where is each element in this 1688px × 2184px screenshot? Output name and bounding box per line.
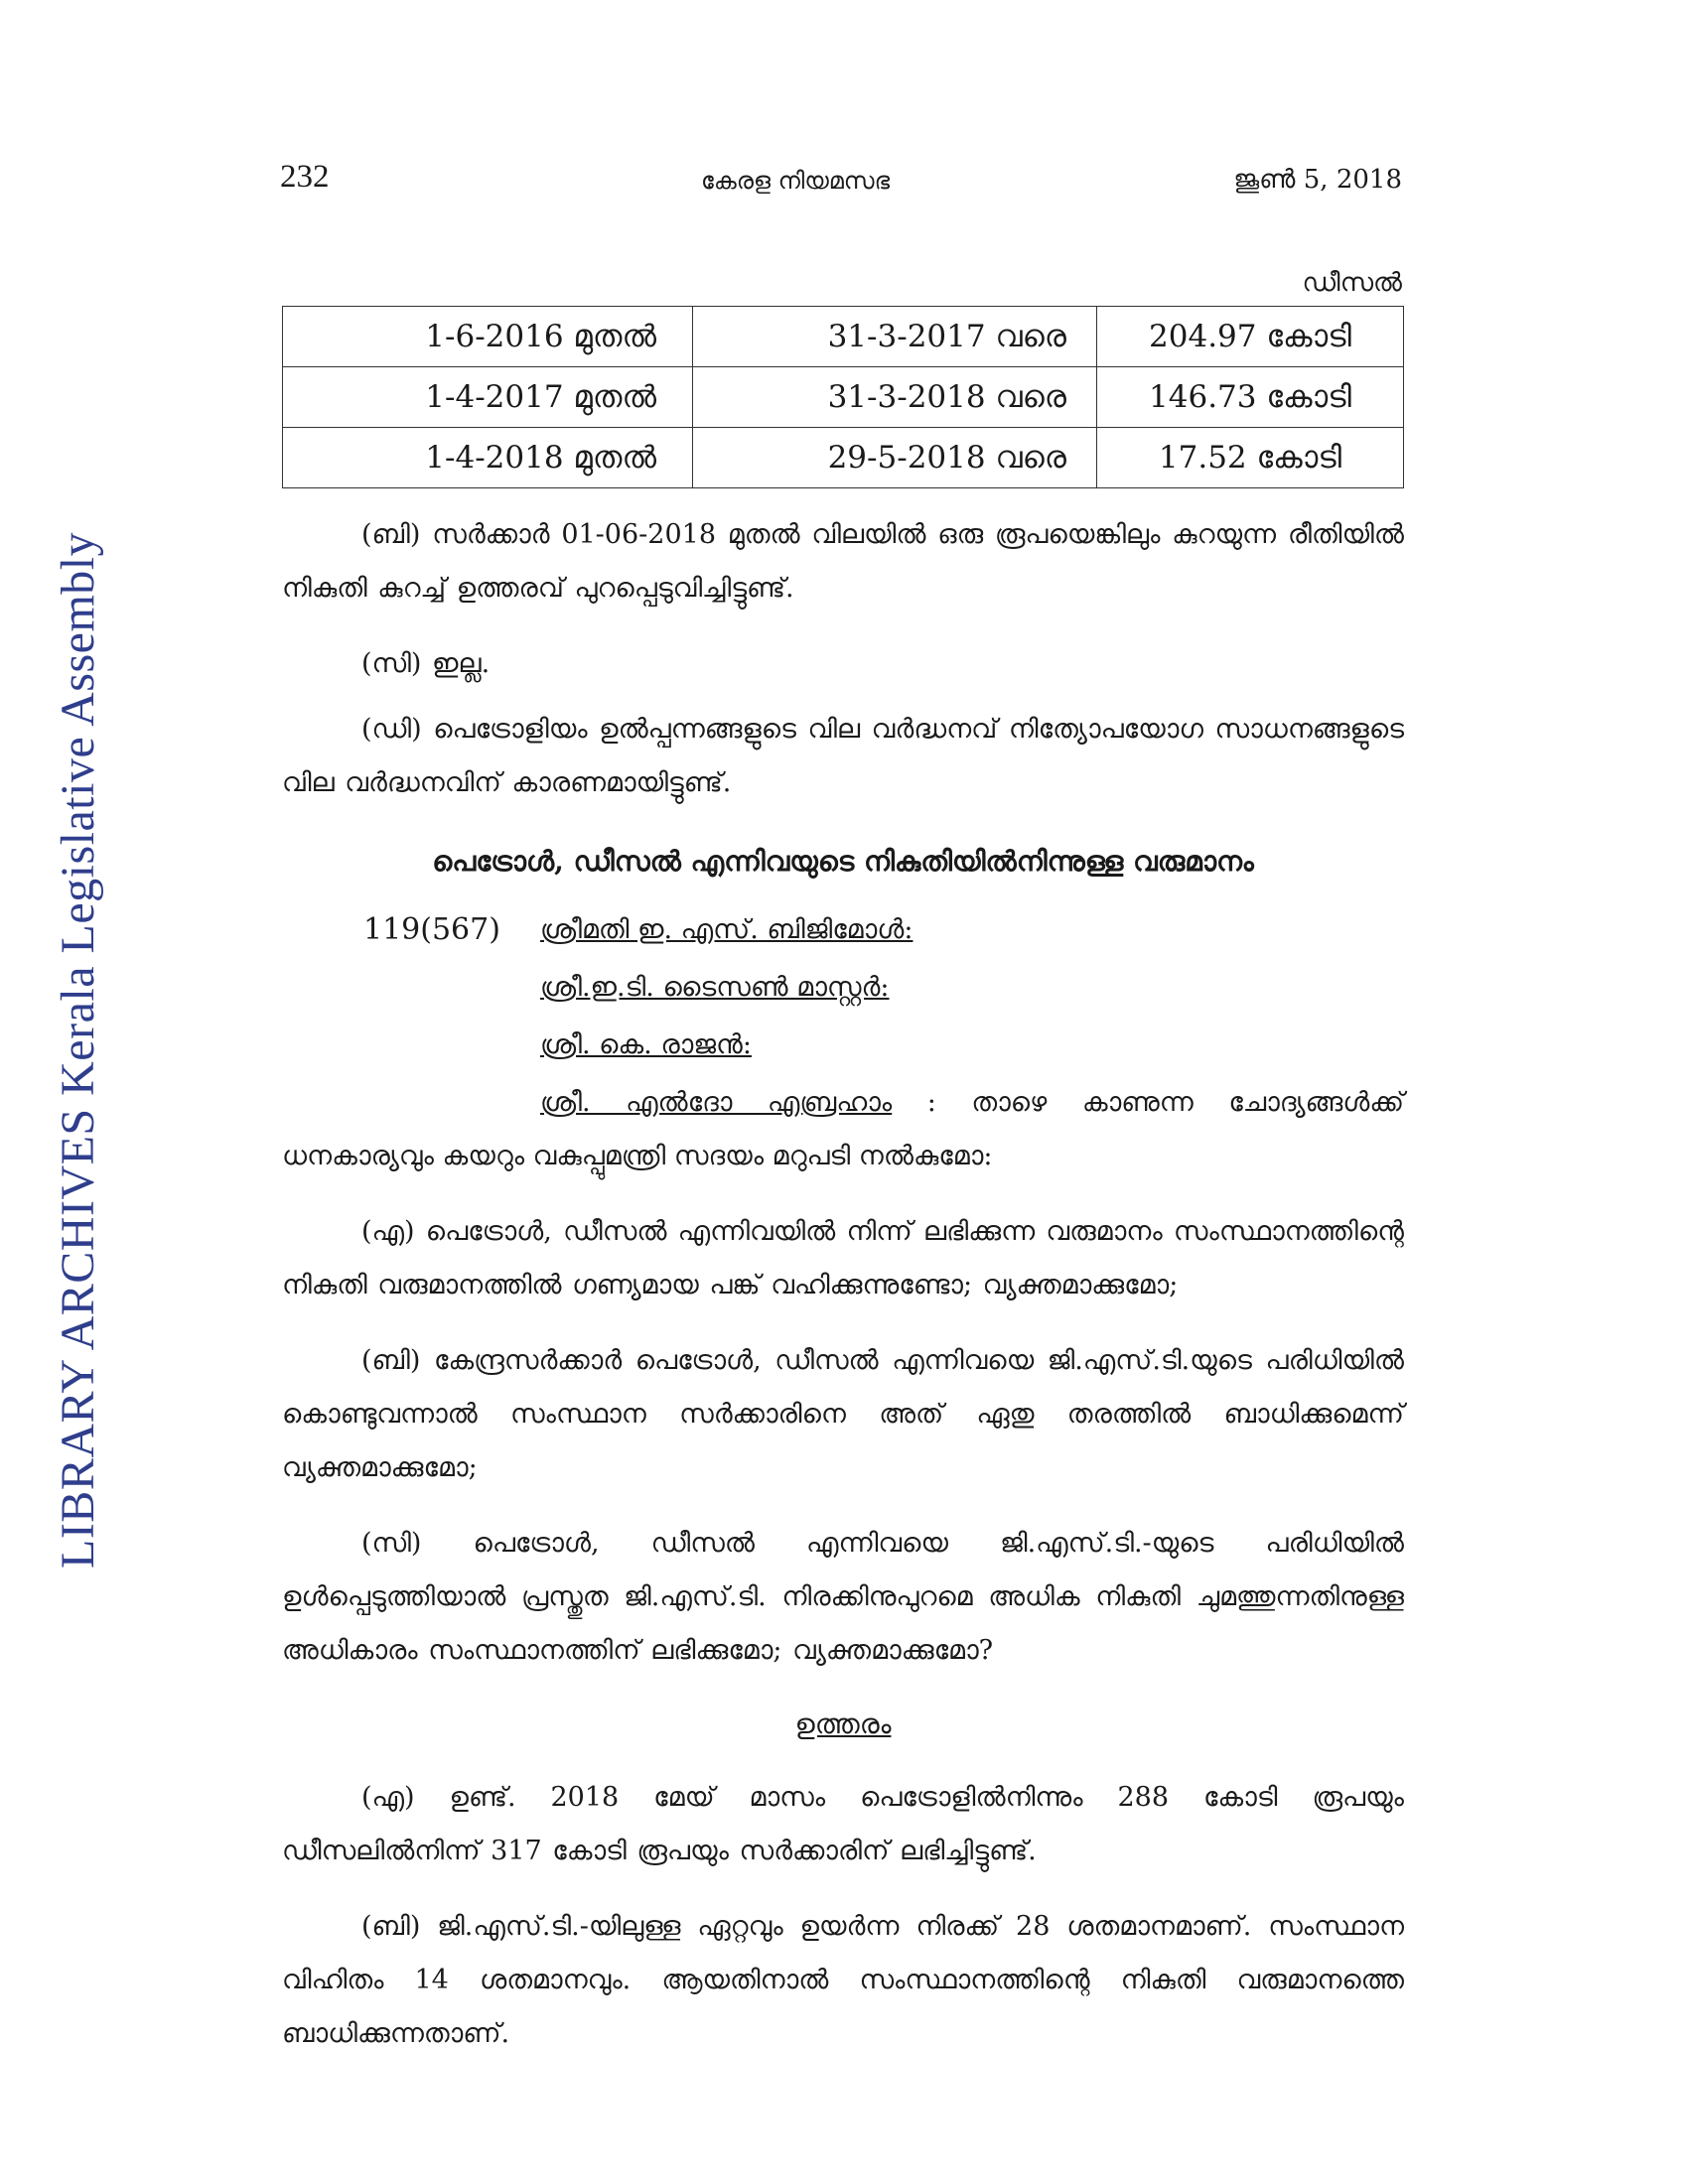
member-request-line bbox=[540, 1074, 1404, 1132]
question-members-block bbox=[282, 901, 1404, 1130]
table-row bbox=[283, 428, 1404, 488]
period-from-cell: 1-4-2017 മുതൽ bbox=[283, 367, 693, 428]
answer-part-b: (ബി) ജി.എസ്.ടി.-യിലുള്ള ഏറ്റവും ഉയർന്ന നിരക്ക് 28 ശതമാനമാണ്. സംസ്ഥാന വിഹിതം 14 ശതമാനവും. ആയതിനാൽ സംസ്ഥാനത്തിന്റെ നികുതി വരുമാനത്തെ ബാധിക്കുന്നതാണ്. bbox=[282, 1911, 1404, 2049]
archive-watermark: LIBRARY ARCHIVES Kerala Legislative Assembly bbox=[52, 531, 104, 1569]
amount-cell: 17.52 കോടി bbox=[1097, 428, 1404, 488]
amount-cell: 146.73 കോടി bbox=[1097, 367, 1404, 428]
table-row bbox=[283, 307, 1404, 367]
question-part-c: (സി) പെട്രോൾ, ഡീസൽ എന്നിവയെ ജി.എസ്.ടി.-യുടെ പരിധിയിൽ ഉൾപ്പെടുത്തിയാൽ പ്രസ്തുത ജി.എസ്.ടി. നിരക്കിനുപുറമെ അധിക നികുതി ചുമത്തുന്നതിനുള്ള അധികാരം സംസ്ഥാനത്തിന് ലഭിക്കുമോ; വ്യക്തമാക്കുമോ? bbox=[282, 1528, 1404, 1666]
question-part-b: (ബി) കേന്ദ്രസർക്കാർ പെട്രോൾ, ഡീസൽ എന്നിവയെ ജി.എസ്.ടി.യുടെ പരിധിയിൽ കൊണ്ടുവന്നാൽ സംസ്ഥാന സർക്കാരിനെ അത് ഏതു തരത്തിൽ ബാധിക്കുമെന്ന് വ്യക്തമാക്കുമോ; bbox=[282, 1345, 1404, 1483]
period-from-cell: 1-6-2016 മുതൽ bbox=[283, 307, 693, 367]
request-end: ധനകാര്യവും കയറും വകുപ്പുമന്ത്രി സദയം മറുപടി നൽകുമോ: bbox=[282, 1141, 993, 1171]
member-name: ശ്രീ.ഇ.ടി. ടൈസൺ മാസ്റ്റർ: bbox=[540, 972, 890, 1003]
period-to-cell: 31-3-2017 വരെ bbox=[693, 307, 1097, 367]
running-title: കേരള നിയമസഭ bbox=[701, 167, 891, 195]
diesel-revenue-table bbox=[282, 306, 1404, 488]
running-date: ജൂൺ 5, 2018 bbox=[1233, 165, 1402, 195]
member-name: ശ്രീ. കെ. രാജൻ: bbox=[540, 1029, 752, 1060]
member-name: ശ്രീ. എൽദോ എബ്രഹാം bbox=[540, 1087, 893, 1118]
question-heading: പെട്രോൾ, ഡീസൽ എന്നിവയുടെ നികുതിയിൽനിന്നുള്ള വരുമാനം bbox=[432, 845, 1254, 878]
answer-title: ഉത്തരം bbox=[794, 1707, 892, 1740]
amount-cell: 204.97 കോടി bbox=[1097, 307, 1404, 367]
page-number: 232 bbox=[280, 159, 330, 195]
period-from-cell: 1-4-2018 മുതൽ bbox=[283, 428, 693, 488]
prior-answer-c: (സി) ഇല്ല. bbox=[361, 648, 491, 679]
page-body bbox=[282, 508, 1404, 2083]
prior-answer-d: (ഡി) പെട്രോളിയം ഉൽപ്പന്നങ്ങളുടെ വില വർദ്ധനവ് നിത്യോപയോഗ സാധനങ്ങളുടെ വില വർദ്ധനവിന് കാരണമായിട്ടുണ്ട്. bbox=[282, 714, 1404, 798]
table-row bbox=[283, 367, 1404, 428]
request-start: : താഴെ കാണുന്ന ചോദ്യങ്ങൾക്ക് bbox=[926, 1087, 1405, 1118]
period-to-cell: 29-5-2018 വരെ bbox=[693, 428, 1097, 488]
period-to-cell: 31-3-2018 വരെ bbox=[693, 367, 1097, 428]
table-caption: ഡീസൽ bbox=[1302, 268, 1402, 298]
member-name: ശ്രീമതി ഇ. എസ്. ബിജിമോൾ: bbox=[540, 914, 914, 945]
answer-part-a: (എ) ഉണ്ട്. 2018 മേയ് മാസം പെട്രോളിൽനിന്നും 288 കോടി രൂപയും ഡീസലിൽനിന്ന് 317 കോടി രൂപയും സർക്കാരിന് ലഭിച്ചിട്ടുണ്ട്. bbox=[282, 1782, 1404, 1866]
question-part-a: (എ) പെട്രോൾ, ഡീസൽ എന്നിവയിൽ നിന്ന് ലഭിക്കുന്ന വരുമാനം സംസ്ഥാനത്തിന്റെ നികുതി വരുമാനത്തിൽ ഗണ്യമായ പങ്ക് വഹിക്കുന്നുണ്ടോ; വ്യക്തമാക്കുമോ; bbox=[282, 1216, 1404, 1300]
question-number: 119(567) bbox=[363, 912, 500, 947]
prior-answer-b: (ബി) സർക്കാർ 01-06-2018 മുതൽ വിലയിൽ ഒരു രൂപയെങ്കിലും കുറയുന്ന രീതിയിൽ നികുതി കുറച്ച് ഉത്തരവ് പുറപ്പെടുവിച്ചിട്ടുണ്ട്. bbox=[282, 519, 1404, 604]
